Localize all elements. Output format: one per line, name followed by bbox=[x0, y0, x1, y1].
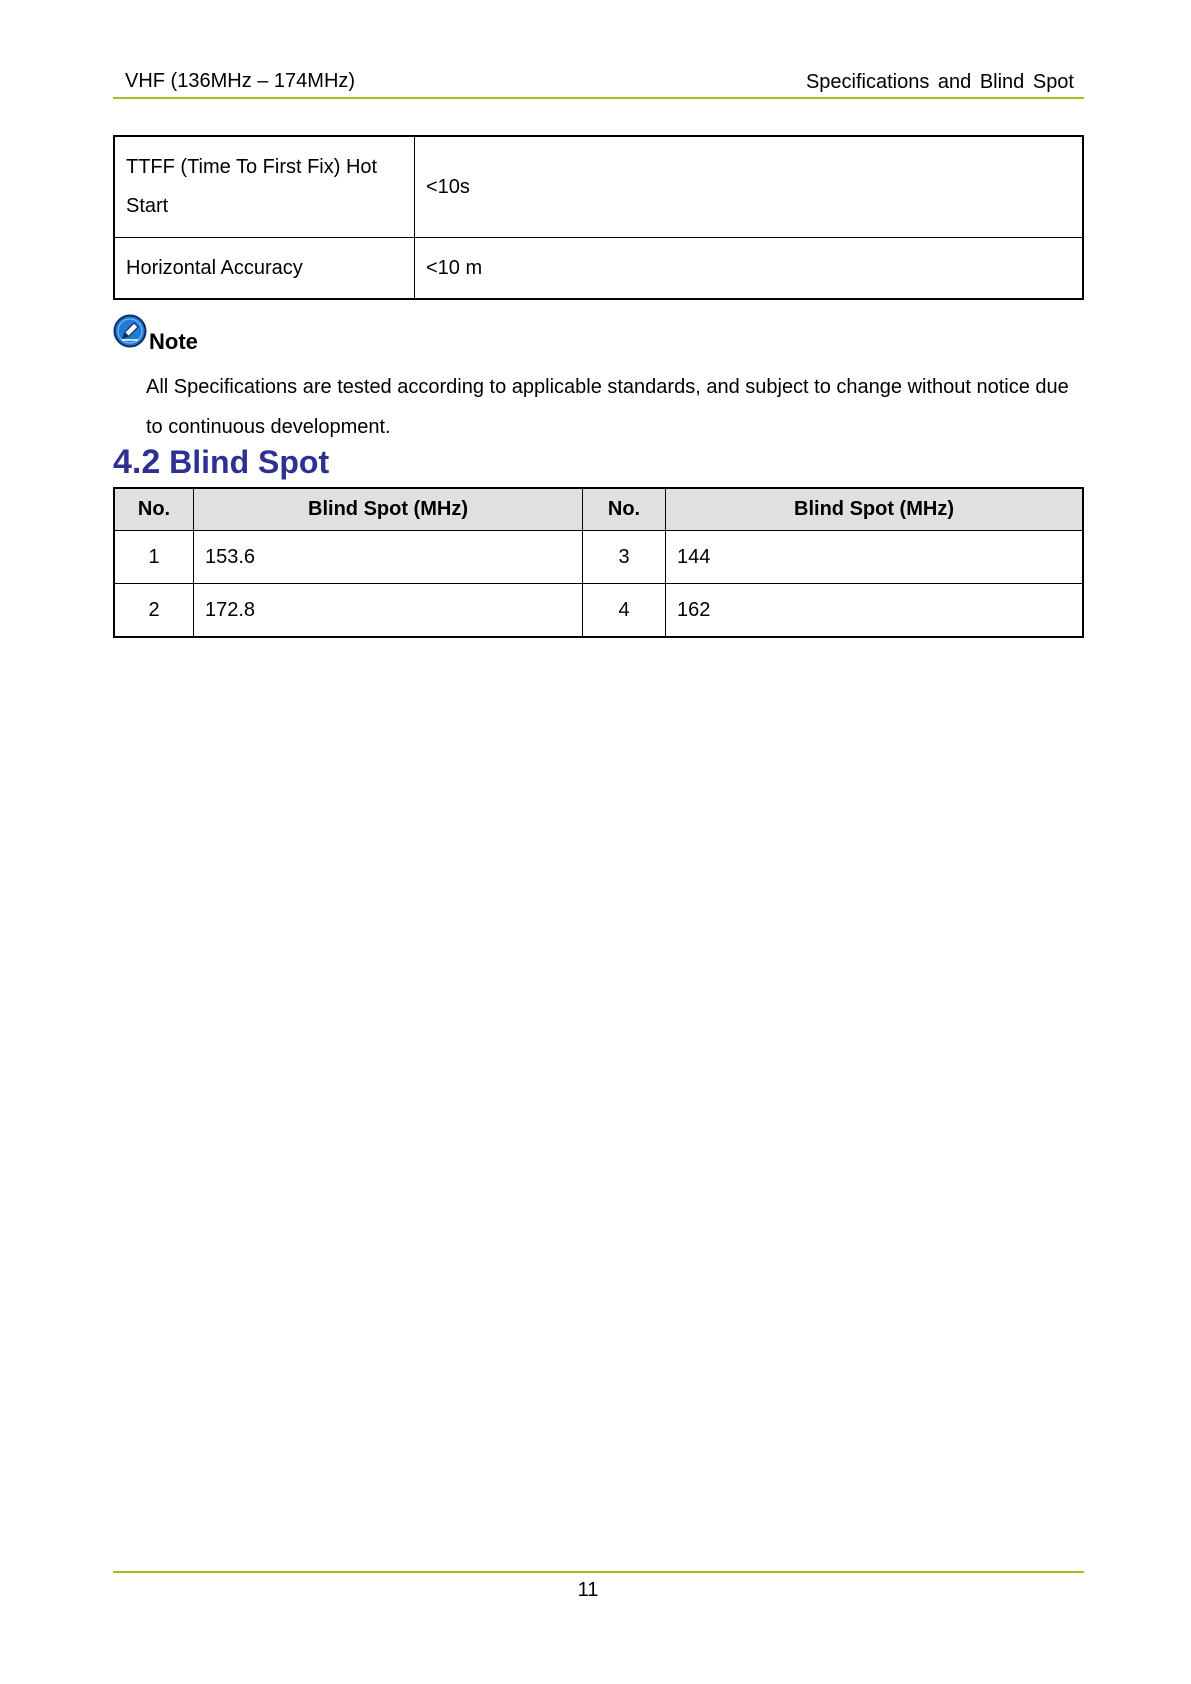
header-title: VHF (136MHz – 174MHz) bbox=[125, 70, 356, 92]
page-number: 11 bbox=[577, 1579, 599, 1601]
table-row bbox=[114, 136, 1083, 238]
table-row bbox=[114, 531, 1083, 584]
table-header-row bbox=[114, 488, 1083, 531]
column-header: No. bbox=[583, 488, 666, 531]
footer-rule bbox=[113, 1571, 1084, 1573]
note-title: Note bbox=[149, 329, 198, 354]
blind-spot-value: 144 bbox=[666, 531, 1084, 584]
row-number: 1 bbox=[114, 531, 194, 584]
row-number: 3 bbox=[583, 531, 666, 584]
section-title: Blind Spot bbox=[169, 444, 330, 480]
blind-spot-table bbox=[113, 487, 1084, 638]
blind-spot-value: 153.6 bbox=[194, 531, 583, 584]
table-row bbox=[114, 238, 1083, 300]
header-section: Specifications and Blind Spot bbox=[805, 71, 1074, 93]
spec-label: Horizontal Accuracy bbox=[114, 238, 415, 300]
section-number: 4.2 bbox=[113, 443, 161, 481]
blind-spot-value: 172.8 bbox=[194, 584, 583, 638]
row-number: 2 bbox=[114, 584, 194, 638]
column-header: Blind Spot (MHz) bbox=[194, 488, 583, 531]
pencil-note-icon bbox=[113, 314, 147, 348]
spec-value: <10 m bbox=[415, 238, 1084, 300]
spec-table bbox=[113, 135, 1084, 300]
blind-spot-value: 162 bbox=[666, 584, 1084, 638]
note-body: All Specifications are tested according to applicable standards, and subject to change without notice due to continuous development. bbox=[146, 376, 1069, 438]
table-row bbox=[114, 584, 1083, 638]
row-number: 4 bbox=[583, 584, 666, 638]
header-rule bbox=[113, 97, 1084, 99]
column-header: Blind Spot (MHz) bbox=[666, 488, 1084, 531]
spec-label: TTFF (Time To First Fix) Hot Start bbox=[114, 136, 415, 238]
spec-value: <10s bbox=[415, 136, 1084, 238]
column-header: No. bbox=[114, 488, 194, 531]
section-heading bbox=[113, 443, 329, 482]
